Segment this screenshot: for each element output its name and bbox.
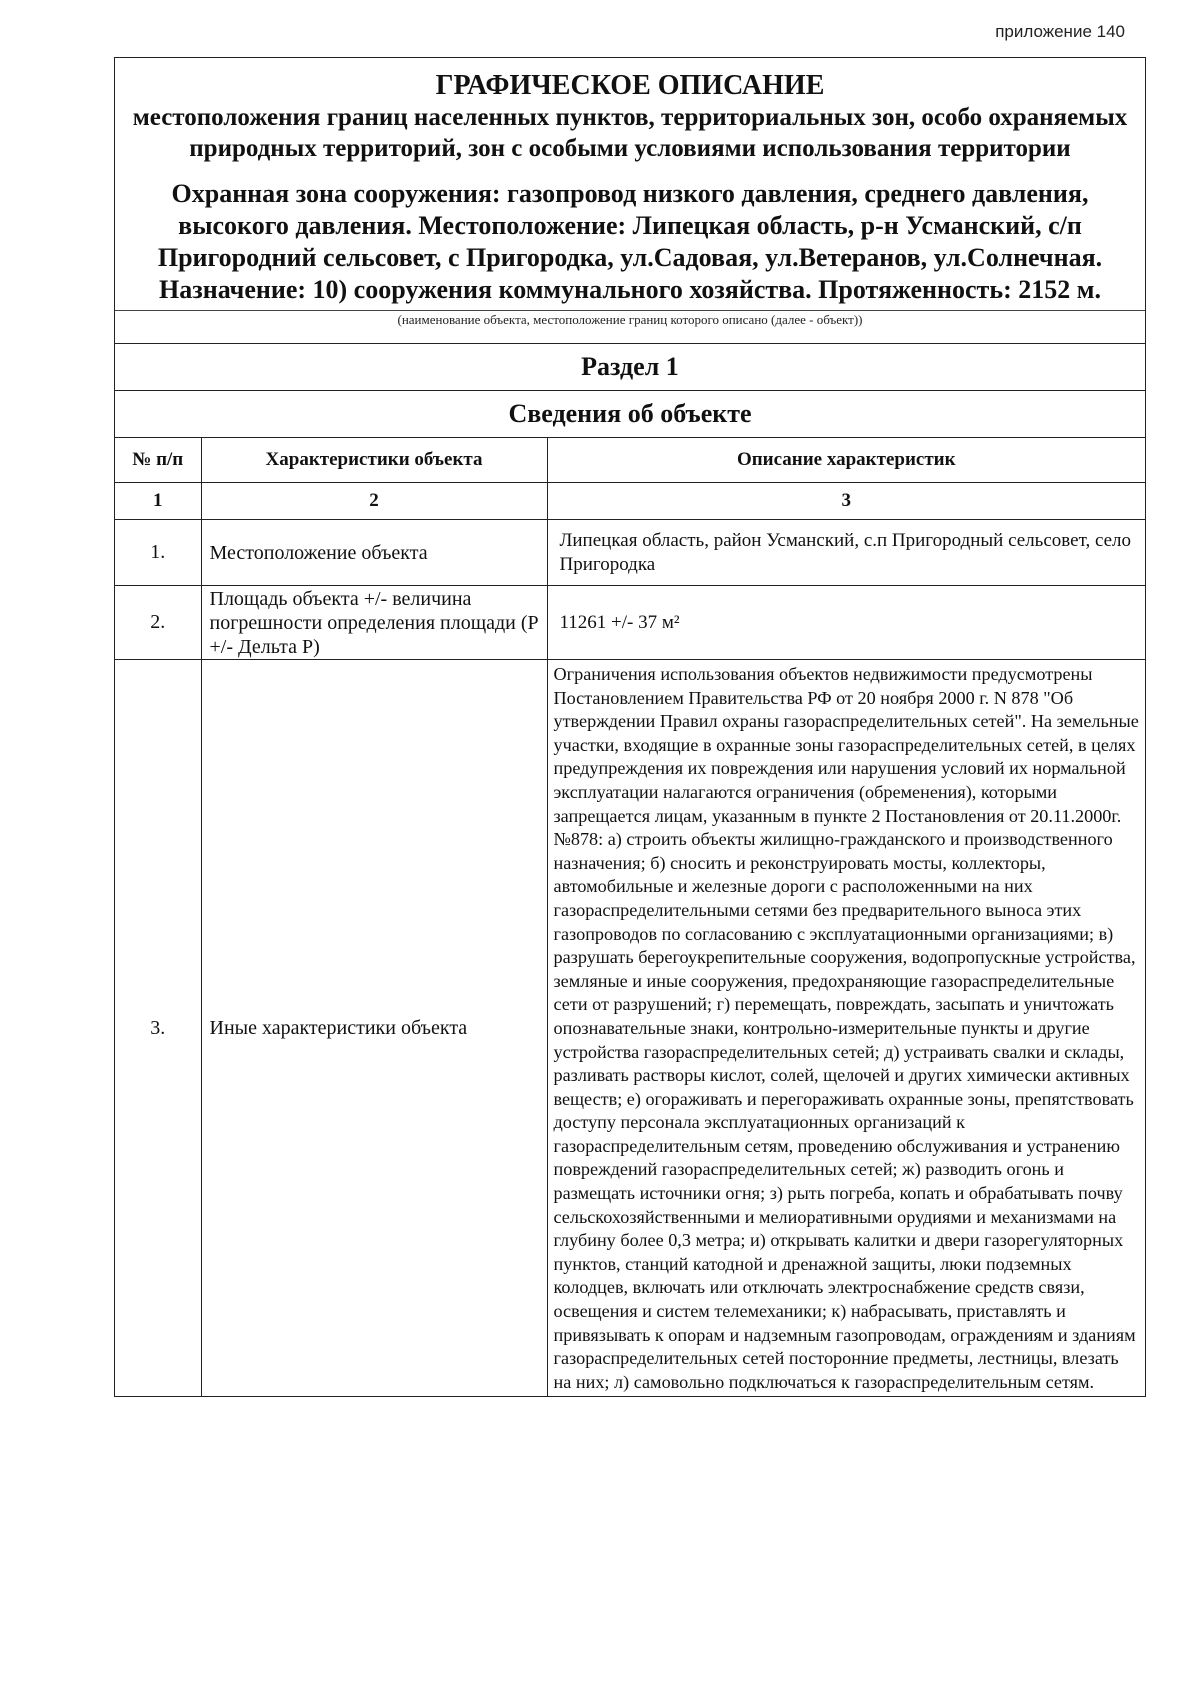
section-title: Раздел 1	[115, 344, 1145, 391]
row-number: 1.	[115, 520, 201, 586]
table-row	[115, 520, 1145, 586]
column-number: 1	[115, 483, 201, 520]
column-number: 3	[547, 483, 1145, 520]
document-frame	[114, 57, 1146, 1397]
section-subtitle: Сведения об объекте	[115, 391, 1145, 438]
header-number: № п/п	[115, 438, 201, 483]
column-number: 2	[201, 483, 547, 520]
row-characteristic: Местоположение объекта	[201, 520, 547, 586]
row-number: 3.	[115, 660, 201, 1397]
row-description: Липецкая область, район Усманский, с.п Пригородный сельсовет, село Пригородка	[547, 520, 1145, 586]
document-header	[115, 58, 1145, 310]
header-description: Описание характеристик	[547, 438, 1145, 483]
section-row	[115, 344, 1145, 391]
row-number: 2.	[115, 586, 201, 660]
object-name: Охранная зона сооружения: газопровод низкого давления, среднего давления, высокого давления. Местоположение: Липецкая область, р-н Усманский, с/п Пригородний сельсовет, с Пригородка, ул.Садовая, ул.Ветеранов, ул.Солнечная. Назначение: 10) сооружения коммунального хозяйства. Протяженность: 2152 м.	[157, 179, 1103, 304]
row-description: 11261 +/- 37 м²	[547, 586, 1145, 660]
header-characteristic: Характеристики объекта	[201, 438, 547, 483]
document-subtitle: местоположения границ населенных пунктов, территориальных зон, особо охраняемых природных территорий, зон с особыми условиями использования территории	[132, 104, 1128, 162]
appendix-label: приложение 140	[995, 22, 1125, 41]
row-description: Ограничения использования объектов недвижимости предусмотрены Постановлением Правительства РФ от 20 ноября 2000 г. N 878 "Об утверждении Правил охраны газораспределительных сетей". На земельные участки, входящие в охранные зоны газораспределительных сетей, в целях предупреждения их повреждения или нарушения условий их нормальной эксплуатации налагаются ограничения (обременения), которыми запрещается лицам, указанным в пункте 2 Постановления от 20.11.2000г. №878: а) строить объекты жилищно-гражданского и производственного назначения; б) сносить и реконструировать мосты, коллекторы, автомобильные и железные дороги с расположенными на них газораспределительными сетями без предварительного выноса этих газопроводов по согласованию с эксплуатационными организациями; в) разрушать берегоукрепительные сооружения, водопропускные устройства, земляные и иные сооружения, предохраняющие газораспределительные сети от разрушений; г) перемещать, повреждать, засыпать и уничтожать опознавательные знаки, контрольно-измерительные пункты и другие устройства газораспределительных сетей; д) устраивать свалки и склады, разливать растворы кислот, солей, щелочей и других химически активных веществ; е) огораживать и перегораживать охранные зоны, препятствовать доступу персонала эксплуатационных организаций к газораспределительным сетям, проведению обслуживания и устранению повреждений газораспределительных сетей; ж) разводить огонь и размещать источники огня; з) рыть погреба, копать и обрабатывать почву сельскохозяйственными и мелиоративными орудиями и механизмами на глубину более 0,3 метра; и) открывать калитки и двери газорегуляторных пунктов, станций катодной и дренажной защиты, люки подземных колодцев, включать или отключать электроснабжение средств связи, освещения и систем телемеханики; к) набрасывать, приставлять и привязывать к опорам и надземным газопроводам, ограждениям и зданиям газораспределительных сетей посторонние предметы, лестницы, влезать на них; л) самовольно подключаться к газораспределительным сетям.	[547, 660, 1145, 1397]
table-header-row	[115, 438, 1145, 483]
section-subtitle-row	[115, 391, 1145, 438]
object-caption: (наименование объекта, местоположение границ которого описано (далее - объект))	[115, 310, 1145, 343]
column-number-row	[115, 483, 1145, 520]
row-characteristic: Иные характеристики объекта	[201, 660, 547, 1397]
object-info-table	[115, 343, 1145, 1396]
table-row	[115, 586, 1145, 660]
row-characteristic: Площадь объекта +/- величина погрешности определения площади (Р +/- Дельта Р)	[201, 586, 547, 660]
document-title: ГРАФИЧЕСКОЕ ОПИСАНИЕ	[435, 70, 825, 101]
table-row	[115, 660, 1145, 1397]
